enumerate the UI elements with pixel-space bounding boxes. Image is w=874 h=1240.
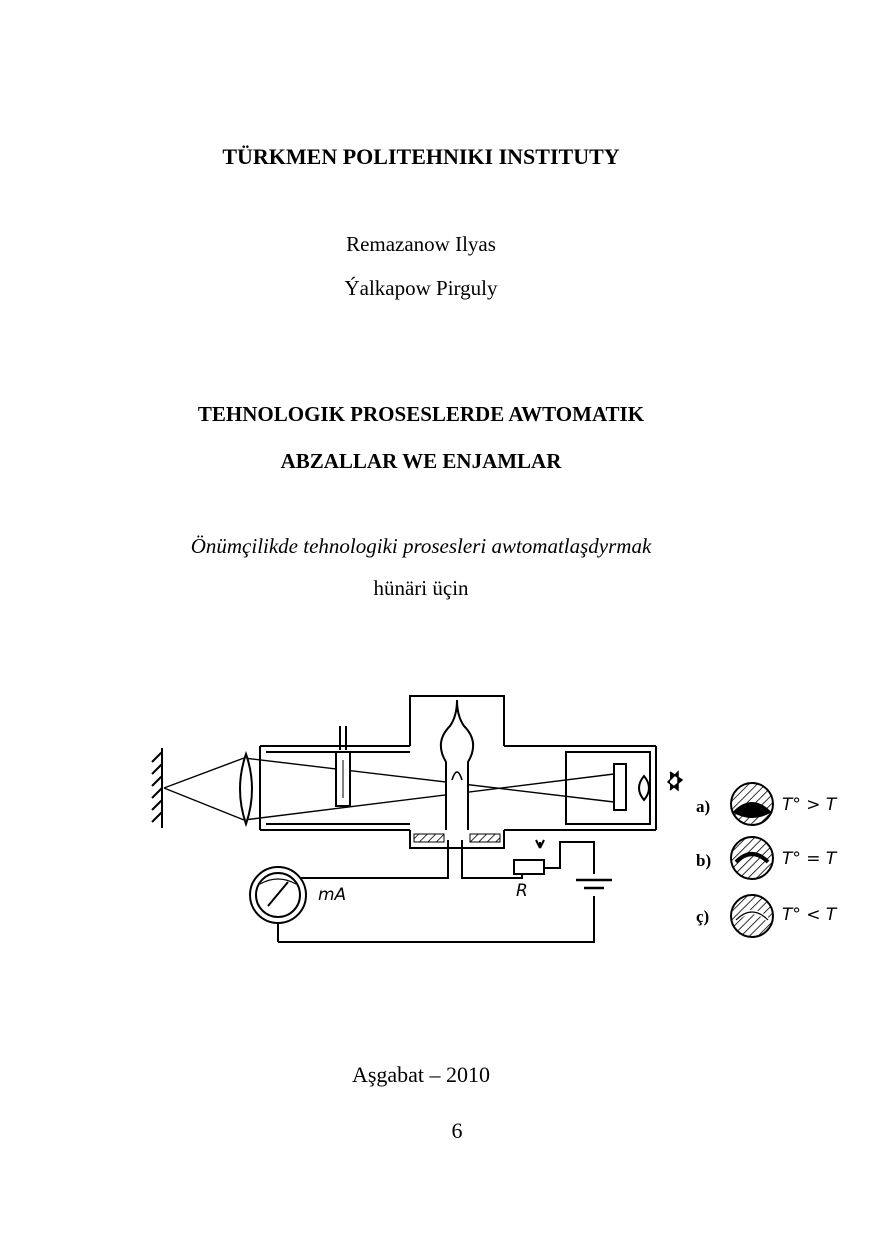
filament-view-a (731, 783, 773, 825)
eye-icon (668, 772, 682, 790)
option-relation: T° = T (782, 849, 837, 869)
resistor-label: R (516, 881, 528, 901)
milliammeter (250, 867, 306, 923)
option-relation: T° < T (782, 905, 837, 925)
author-name: Remazanow Ilyas (346, 232, 496, 256)
document-subtitle: hünäri üçin (373, 576, 469, 600)
option-relation: T° > T (782, 795, 837, 815)
optical-rays (164, 758, 614, 820)
option-letter: b) (696, 851, 712, 870)
red-filter (336, 726, 350, 806)
document-title: TEHNOLOGIK PROSESLERDE AWTOMATIK (197, 402, 645, 426)
author-name: Ýalkapow Pirguly (344, 276, 498, 300)
option-letter: ç) (696, 907, 710, 926)
meter-label: mA (318, 885, 347, 905)
pyrometer-lamp (441, 700, 473, 830)
pyrometer-diagram (148, 680, 838, 970)
institute-name: TÜRKMEN POLITEHNIKI INSTITUTY (222, 144, 620, 169)
place-and-year: Aşgabat – 2010 (351, 1062, 491, 1087)
resistor (514, 860, 544, 874)
page-number: 6 (451, 1118, 463, 1143)
document-title: ABZALLAR WE ENJAMLAR (280, 449, 562, 473)
option-letter: a) (696, 797, 711, 816)
target-wall (152, 748, 162, 828)
battery (576, 880, 612, 888)
objective-lens (240, 754, 252, 824)
filament-view-b (731, 837, 773, 879)
eyepiece-filter (614, 764, 626, 810)
filament-view-c (731, 895, 773, 937)
telescope-tube-right (504, 746, 656, 830)
document-subtitle: Önümçilikde tehnologiki prosesleri awtomatlaşdyrmak (190, 534, 652, 558)
eyepiece-lens (639, 776, 649, 800)
